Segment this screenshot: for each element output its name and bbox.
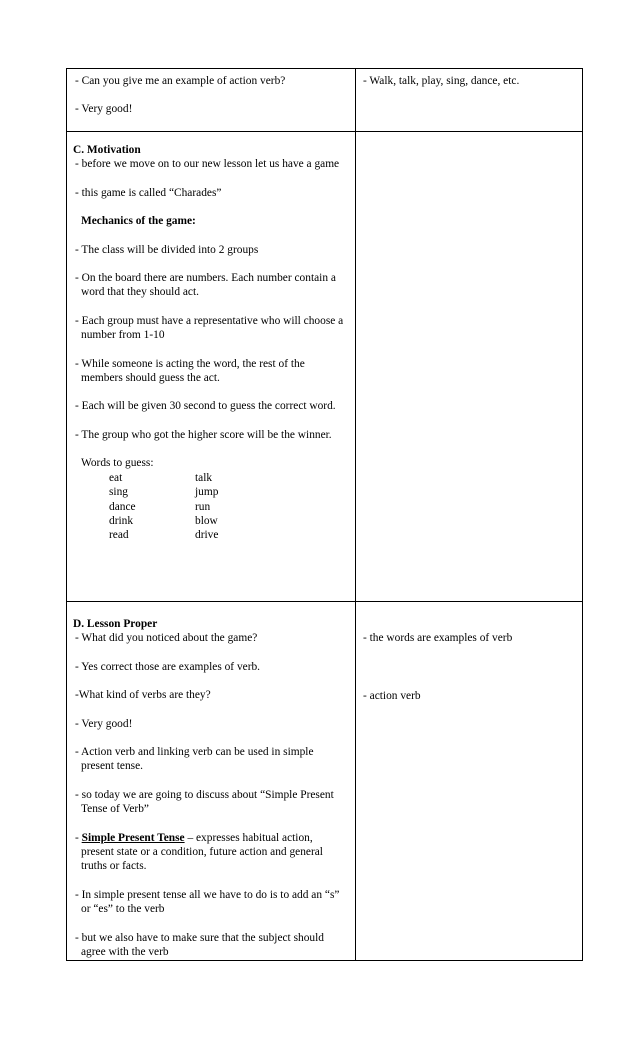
list-item: drink blow [109,514,218,527]
table-row [67,69,583,132]
term: Simple Present Tense [81,831,185,844]
paragraph: - Each will be given 30 second to guess the correct word. [75,400,336,413]
paragraph: - The class will be divided into 2 groups [75,243,259,256]
paragraph: - What did you noticed about the game? [75,632,258,645]
student-cell [356,602,583,961]
teacher-cell [67,69,356,132]
table-row [67,132,583,602]
student-cell [356,132,583,602]
list-item: sing jump [109,486,219,499]
paragraph: -What kind of verbs are they? [75,689,211,702]
praise-text: - Very good! [75,103,133,116]
mechanics-title: Mechanics of the game: [81,215,196,228]
paragraph: - but we also have to make sure that the subject should agree with the verb [75,931,324,959]
motivation-cell [67,132,356,602]
words-title: Words to guess: [81,457,154,470]
list-item: read drive [109,529,219,542]
student-cell [356,69,583,132]
student-answer: - the words are examples of verb [363,632,513,644]
section-heading: C. Motivation [73,144,141,156]
section-heading: D. Lesson Proper [73,618,158,630]
table-row [67,602,583,961]
lesson-proper-cell [67,602,356,961]
paragraph: - before we move on to our new lesson let us have a game [75,158,340,171]
paragraph: - While someone is acting the word, the rest of the members should guess the act. [75,357,305,385]
student-answer: - action verb [363,690,421,703]
list-item: eat talk [109,471,213,484]
question-text: - Can you give me an example of action verb? [75,75,286,87]
paragraph: - Each group must have a representative who will choose a number from 1-10 [75,314,344,342]
list-item: dance run [109,500,211,513]
paragraph: - Yes correct those are examples of verb. [75,660,261,673]
paragraph: - The group who got the higher score will be the winner. [75,428,332,441]
paragraph: - In simple present tense all we have to do is to add an “s” or “es” to the verb [75,888,340,916]
words-list [109,471,349,543]
paragraph: - so today we are going to discuss about “Simple Present Tense of Verb” [75,788,334,816]
lesson-plan-table [66,68,583,961]
paragraph: - On the board there are numbers. Each number contain a word that they should act. [75,272,336,299]
student-answer: - Walk, talk, play, sing, dance, etc. [363,75,520,87]
paragraph: - Action verb and linking verb can be used in simple present tense. [75,746,314,773]
definition-paragraph: - Simple Present Tense – expresses habitual action, present state or a condition, future action and general truths or facts. [75,831,323,873]
paragraph: - this game is called “Charades” [75,186,222,199]
paragraph: - Very good! [75,717,133,730]
